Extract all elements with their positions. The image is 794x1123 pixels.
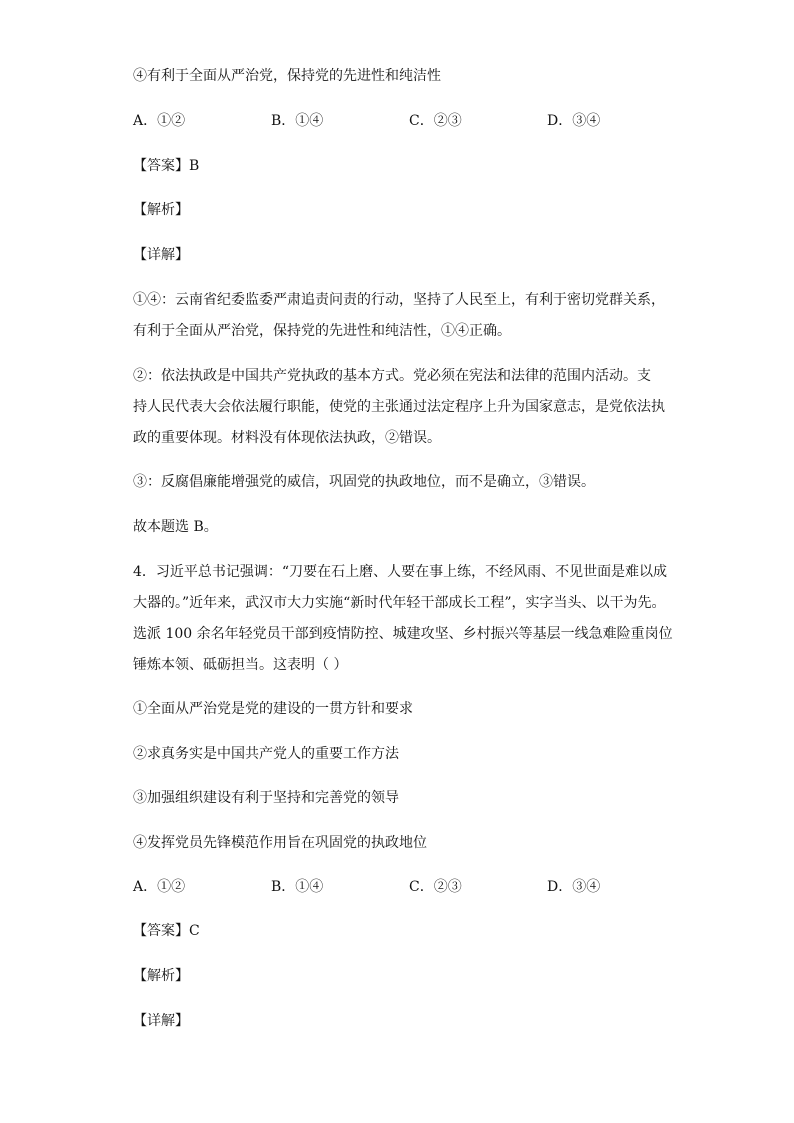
q3-explanation-3: ③：反腐倡廉能增强党的威信，巩固党的执政地位，而不是确立，③错误。 bbox=[133, 474, 595, 490]
q4-stem-line-3: 选派 100 余名年轻党员干部到疫情防控、城建攻坚、乡村振兴等基层一线急难险重岗位 bbox=[133, 626, 673, 642]
q3-item-4: ④有利于全面从严治党，保持党的先进性和纯洁性 bbox=[133, 68, 441, 84]
q4-option-c: C．②③ bbox=[409, 879, 462, 895]
q3-explain-2-line-1: ②：依法执政是中国共产党执政的基本方式。党必须在宪法和法律的范围内活动。支 bbox=[133, 368, 651, 384]
q3-explain-1-line-2: 有利于全面从严治党，保持党的先进性和纯洁性，①④正确。 bbox=[133, 323, 511, 339]
q3-explain-2-line-2: 持人民代表大会依法履行职能，使党的主张通过法定程序上升为国家意志，是党依法执 bbox=[133, 399, 665, 415]
q4-detail-heading: 【详解】 bbox=[133, 1013, 189, 1029]
q4-stem-line-2: 大器的。”近年来，武汉市大力实施“新时代年轻干部成长工程”，实字当头、以干为先。 bbox=[133, 595, 666, 611]
q3-answer: 【答案】B bbox=[133, 158, 200, 174]
q4-option-b: B．①④ bbox=[271, 879, 324, 895]
q4-option-d: D．③④ bbox=[547, 879, 601, 895]
q3-option-d: D．③④ bbox=[547, 113, 601, 129]
q4-analysis-heading: 【解析】 bbox=[133, 968, 189, 984]
q3-analysis-heading: 【解析】 bbox=[133, 202, 189, 218]
q3-explain-1-line-1: ①④：云南省纪委监委严肃追责问责的行动，坚持了人民至上，有利于密切党群关系， bbox=[133, 292, 665, 308]
q4-item-3: ③加强组织建设有利于坚持和完善党的领导 bbox=[133, 790, 399, 806]
q3-conclusion: 故本题选 B。 bbox=[133, 519, 218, 535]
q4-option-a: A．①② bbox=[133, 879, 186, 895]
q4-stem-line-4: 锤炼本领、砥砺担当。这表明（ ） bbox=[133, 657, 348, 673]
q3-detail-heading: 【详解】 bbox=[133, 247, 189, 263]
q4-stem-line-1: 4．习近平总书记强调：“刀要在石上磨、人要在事上练，不经风雨、不见世面是难以成 bbox=[133, 564, 668, 580]
q3-explain-2-line-3: 政的重要体现。材料没有体现依法执政，②错误。 bbox=[133, 430, 441, 446]
q4-answer: 【答案】C bbox=[133, 923, 200, 939]
q4-item-2: ②求真务实是中国共产党人的重要工作方法 bbox=[133, 746, 399, 762]
q4-item-1: ①全面从严治党是党的建设的一贯方针和要求 bbox=[133, 701, 413, 717]
q3-option-a: A．①② bbox=[133, 113, 186, 129]
q4-item-4: ④发挥党员先锋模范作用旨在巩固党的执政地位 bbox=[133, 835, 427, 851]
q3-option-c: C．②③ bbox=[409, 113, 462, 129]
q3-option-b: B．①④ bbox=[271, 113, 324, 129]
